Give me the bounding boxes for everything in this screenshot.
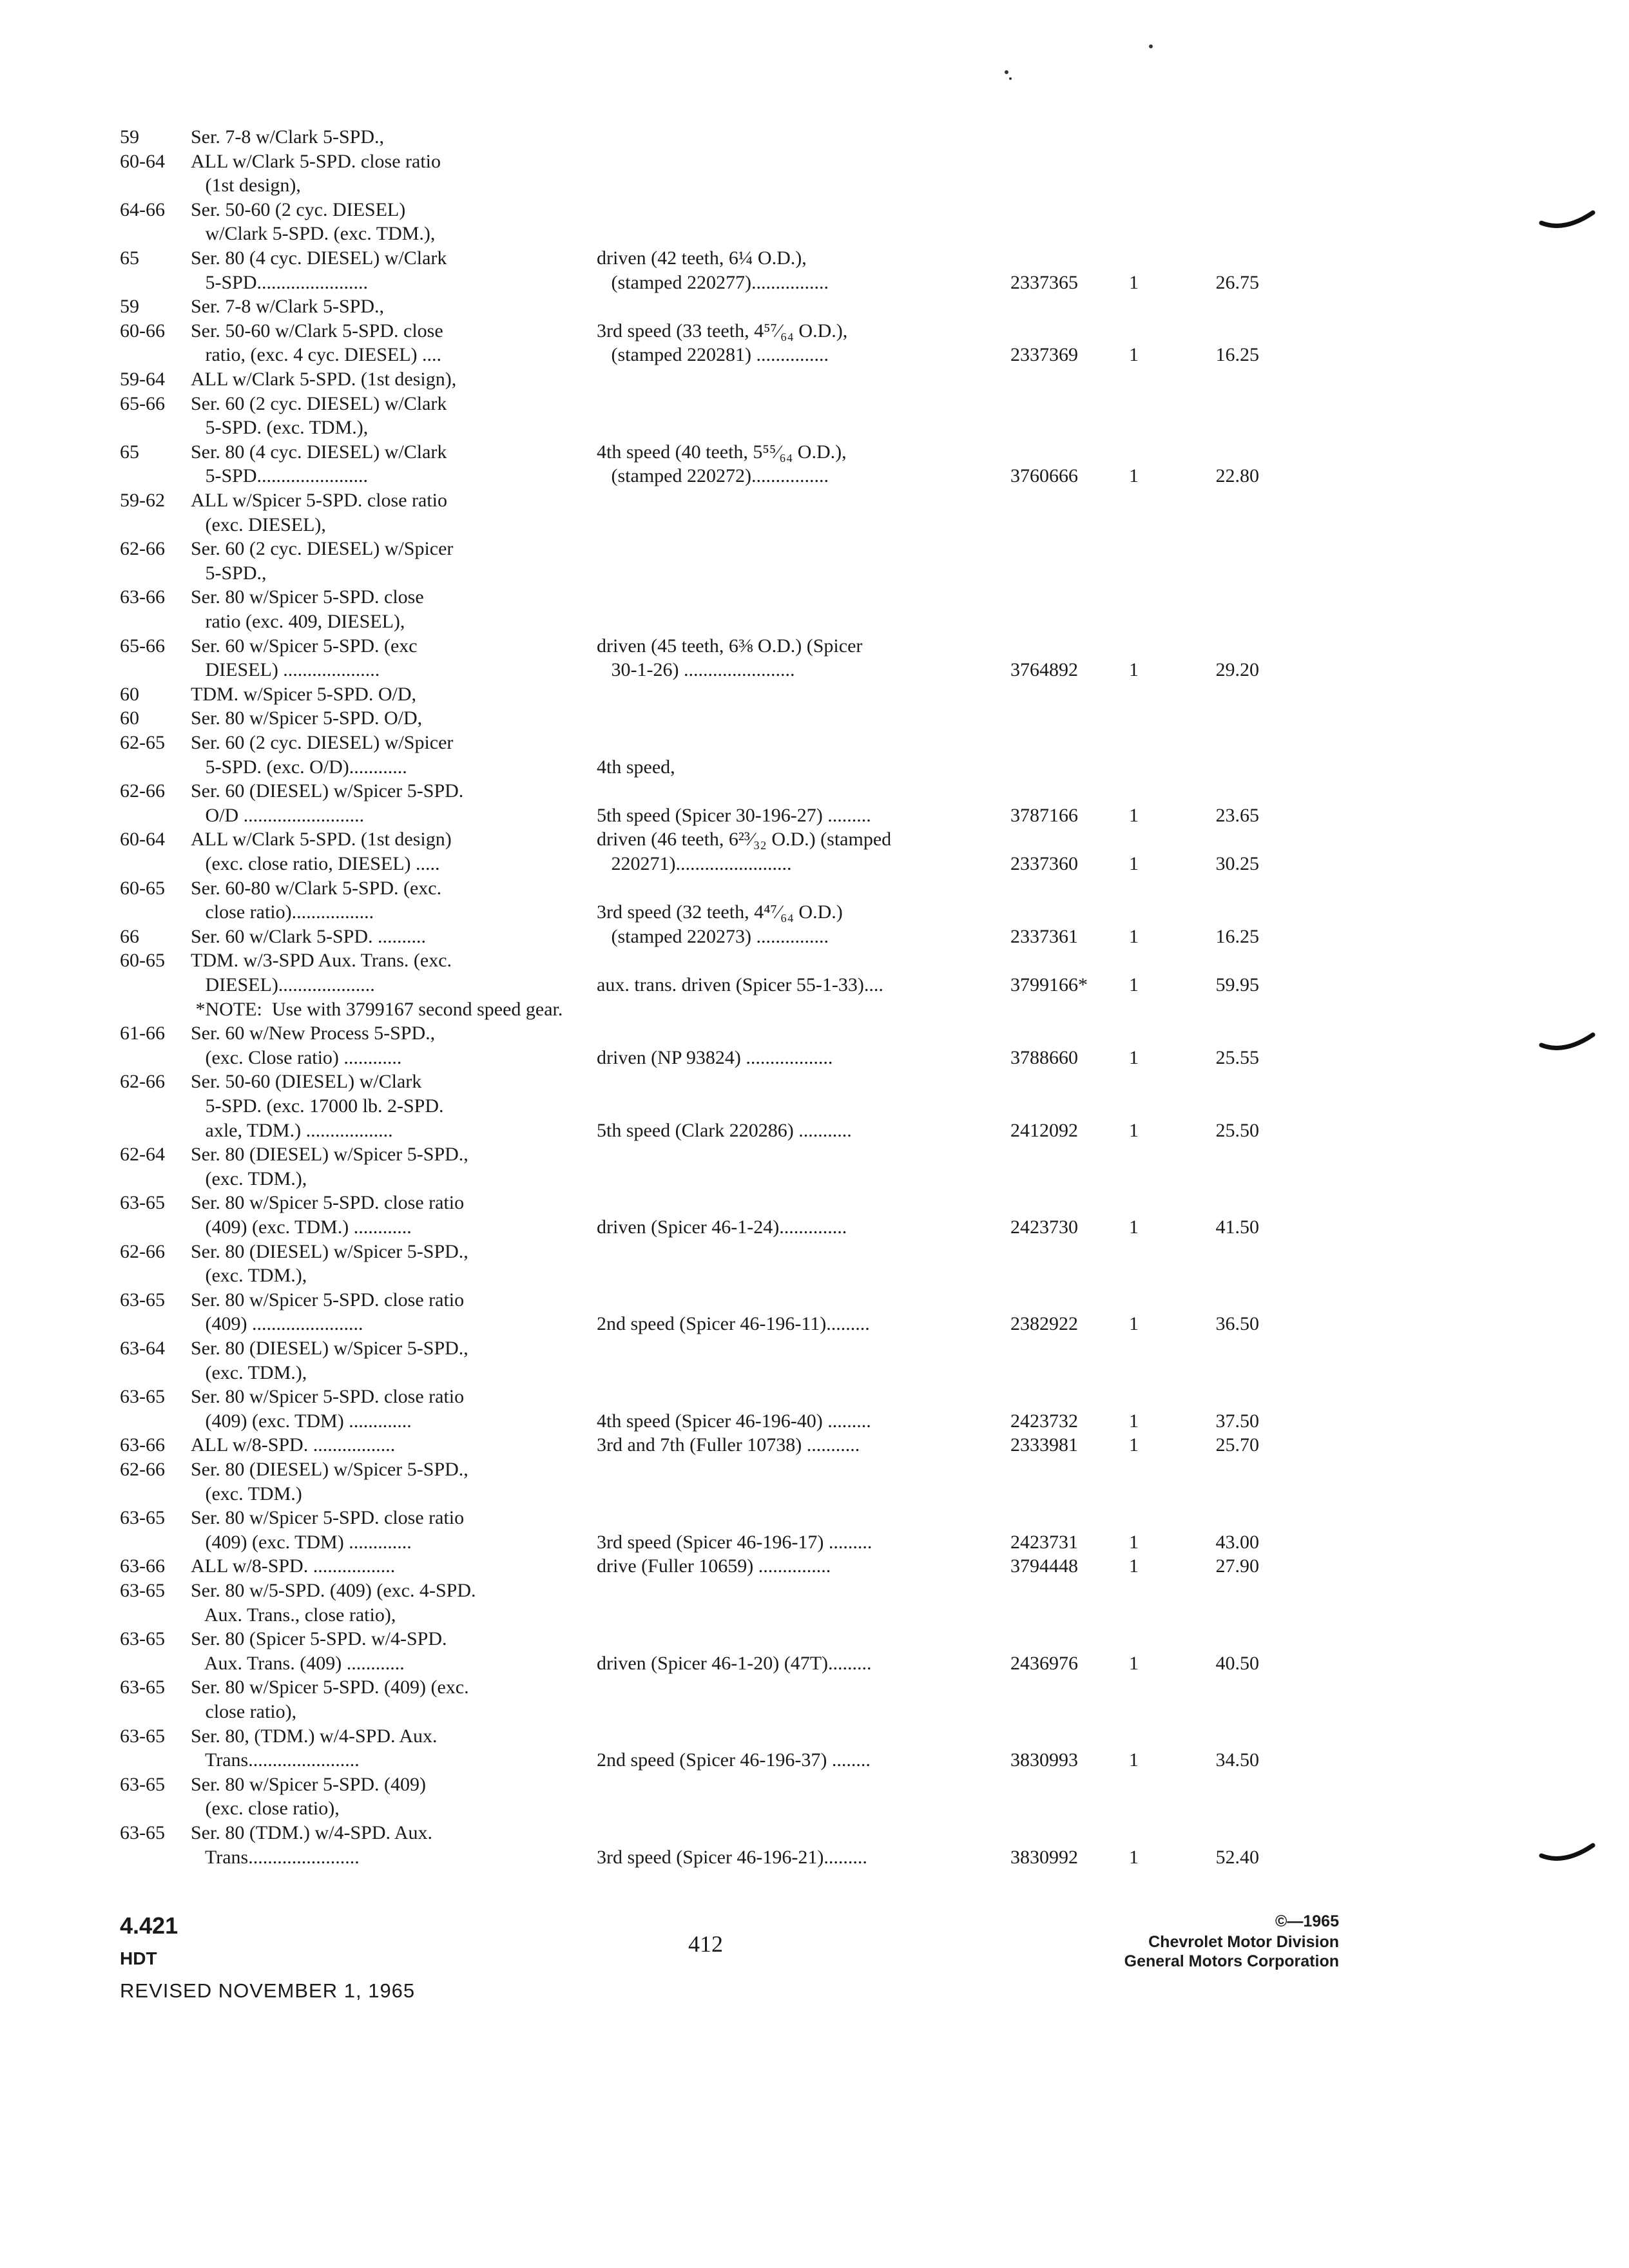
part-number: 2412092 bbox=[1010, 1120, 1078, 1141]
quantity: 1 bbox=[1129, 1555, 1139, 1577]
part-description: 5th speed (Spicer 30-196-27) ......... bbox=[597, 805, 871, 826]
application: Aux. Trans. (409) ............ bbox=[191, 1653, 405, 1674]
price: 25.70 bbox=[1215, 1434, 1259, 1456]
binding-mark bbox=[1539, 1027, 1597, 1059]
part-description: 220271)........................ bbox=[597, 853, 792, 874]
application: DIESEL).................... bbox=[191, 974, 375, 995]
model-years: 62-65 bbox=[120, 732, 165, 753]
model-years: 63-65 bbox=[120, 1507, 165, 1528]
price: 41.50 bbox=[1215, 1216, 1259, 1238]
application: O/D ......................... bbox=[191, 805, 365, 826]
application: DIESEL) .................... bbox=[191, 659, 380, 680]
price: 40.50 bbox=[1215, 1653, 1259, 1674]
price: 36.50 bbox=[1215, 1313, 1259, 1334]
application: (exc. close ratio, DIESEL) ..... bbox=[191, 853, 440, 874]
price: 23.65 bbox=[1215, 805, 1259, 826]
application: Ser. 60 w/Clark 5-SPD. .......... bbox=[191, 926, 427, 947]
application: Trans....................... bbox=[191, 1847, 360, 1868]
price: 59.95 bbox=[1215, 974, 1259, 995]
application: Ser. 60 w/Spicer 5-SPD. (exc bbox=[191, 635, 418, 657]
application: Ser. 60 (DIESEL) w/Spicer 5-SPD. bbox=[191, 780, 464, 802]
part-number: 2423730 bbox=[1010, 1216, 1078, 1238]
model-years: 63-65 bbox=[120, 1822, 165, 1843]
quantity: 1 bbox=[1129, 1847, 1139, 1868]
application: ALL w/8-SPD. ................. bbox=[191, 1434, 396, 1456]
application: Ser. 80 w/Spicer 5-SPD. (409) bbox=[191, 1774, 426, 1795]
application: (409) (exc. TDM) ............. bbox=[191, 1532, 412, 1553]
part-number: 2337365 bbox=[1010, 272, 1078, 293]
quantity: 1 bbox=[1129, 1216, 1139, 1238]
model-years: 63-65 bbox=[120, 1580, 165, 1601]
part-number: 3794448 bbox=[1010, 1555, 1078, 1577]
part-description: (stamped 220281) ............... bbox=[597, 344, 829, 365]
page-number: 412 bbox=[688, 1931, 723, 1957]
quantity: 1 bbox=[1129, 1047, 1139, 1068]
price: 29.20 bbox=[1215, 659, 1259, 680]
part-number: 2423732 bbox=[1010, 1410, 1078, 1432]
quantity: 1 bbox=[1129, 344, 1139, 365]
part-number: 2337361 bbox=[1010, 926, 1078, 947]
price: 30.25 bbox=[1215, 853, 1259, 874]
model-years: 59 bbox=[120, 296, 139, 317]
application: Ser. 80 (DIESEL) w/Spicer 5-SPD., bbox=[191, 1338, 468, 1359]
application: Ser. 80 w/Spicer 5-SPD. (409) (exc. bbox=[191, 1677, 469, 1698]
model-years: 63-65 bbox=[120, 1628, 165, 1649]
part-description: 3rd speed (32 teeth, 4⁴⁷⁄₆₄ O.D.) bbox=[597, 901, 843, 923]
model-years: 60-65 bbox=[120, 878, 165, 899]
division-name: Chevrolet Motor Division bbox=[1148, 1933, 1339, 1951]
part-description: (stamped 220273) ............... bbox=[597, 926, 829, 947]
part-description: driven (45 teeth, 6⅜ O.D.) (Spicer bbox=[597, 635, 863, 657]
part-number: 3830992 bbox=[1010, 1847, 1078, 1868]
model-years: 66 bbox=[120, 926, 139, 947]
part-description: aux. trans. driven (Spicer 55-1-33).... bbox=[597, 974, 883, 995]
application: (exc. TDM.), bbox=[191, 1265, 307, 1286]
model-years: 59 bbox=[120, 126, 139, 148]
part-number: 3830993 bbox=[1010, 1749, 1078, 1771]
application: (1st design), bbox=[191, 175, 301, 196]
quantity: 1 bbox=[1129, 465, 1139, 486]
revision-date: REVISED NOVEMBER 1, 1965 bbox=[120, 1979, 416, 2002]
application: 5-SPD....................... bbox=[191, 465, 369, 486]
part-description: (stamped 220272)................ bbox=[597, 465, 829, 486]
application: Ser. 60 (2 cyc. DIESEL) w/Spicer bbox=[191, 732, 454, 753]
application: (exc. TDM.), bbox=[191, 1362, 307, 1383]
model-years: 63-65 bbox=[120, 1774, 165, 1795]
quantity: 1 bbox=[1129, 1653, 1139, 1674]
model-years: 60-64 bbox=[120, 151, 165, 172]
application: (exc. DIESEL), bbox=[191, 514, 326, 535]
application: Ser. 80 (DIESEL) w/Spicer 5-SPD., bbox=[191, 1241, 468, 1262]
part-description: driven (Spicer 46-1-24).............. bbox=[597, 1216, 847, 1238]
application: Ser. 60 (2 cyc. DIESEL) w/Spicer bbox=[191, 538, 454, 559]
model-years: 59-62 bbox=[120, 490, 165, 511]
quantity: 1 bbox=[1129, 974, 1139, 995]
application: TDM. w/Spicer 5-SPD. O/D, bbox=[191, 684, 416, 705]
application: 5-SPD. (exc. TDM.), bbox=[191, 417, 369, 438]
binding-mark bbox=[1539, 1838, 1597, 1870]
application: Ser. 80 (TDM.) w/4-SPD. Aux. bbox=[191, 1822, 433, 1843]
part-number: 3788660 bbox=[1010, 1047, 1078, 1068]
application: Ser. 80 w/Spicer 5-SPD. close bbox=[191, 586, 424, 608]
application: (409) (exc. TDM.) ............ bbox=[191, 1216, 412, 1238]
part-number: 3764892 bbox=[1010, 659, 1078, 680]
application: 5-SPD. (exc. 17000 lb. 2-SPD. bbox=[191, 1095, 444, 1117]
application: Ser. 7-8 w/Clark 5-SPD., bbox=[191, 296, 384, 317]
application: Ser. 80 (DIESEL) w/Spicer 5-SPD., bbox=[191, 1459, 468, 1480]
quantity: 1 bbox=[1129, 272, 1139, 293]
price: 34.50 bbox=[1215, 1749, 1259, 1771]
application: Aux. Trans., close ratio), bbox=[191, 1604, 396, 1626]
application: Ser. 50-60 (2 cyc. DIESEL) bbox=[191, 199, 406, 220]
quantity: 1 bbox=[1129, 1434, 1139, 1456]
application: Ser. 80 w/Spicer 5-SPD. close ratio bbox=[191, 1192, 465, 1213]
model-years: 65-66 bbox=[120, 635, 165, 657]
model-years: 63-65 bbox=[120, 1192, 165, 1213]
application: ALL w/Spicer 5-SPD. close ratio bbox=[191, 490, 447, 511]
application: 5-SPD., bbox=[191, 562, 267, 584]
part-number: 2333981 bbox=[1010, 1434, 1078, 1456]
application: ALL w/Clark 5-SPD. close ratio bbox=[191, 151, 441, 172]
part-description: 4th speed, bbox=[597, 756, 675, 778]
price: 25.50 bbox=[1215, 1120, 1259, 1141]
application: (409) ....................... bbox=[191, 1313, 363, 1334]
application: ALL w/Clark 5-SPD. (1st design), bbox=[191, 369, 457, 390]
application: Ser. 80 (DIESEL) w/Spicer 5-SPD., bbox=[191, 1144, 468, 1165]
application: ratio, (exc. 4 cyc. DIESEL) .... bbox=[191, 344, 442, 365]
model-years: 62-66 bbox=[120, 538, 165, 559]
model-years: 59-64 bbox=[120, 369, 165, 390]
application: 5-SPD. (exc. O/D)............ bbox=[191, 756, 407, 778]
price: 43.00 bbox=[1215, 1532, 1259, 1553]
application: (exc. TDM.), bbox=[191, 1168, 307, 1189]
price: 16.25 bbox=[1215, 344, 1259, 365]
model-years: 60-66 bbox=[120, 320, 165, 341]
model-years: 62-66 bbox=[120, 780, 165, 802]
corporation-name: General Motors Corporation bbox=[1124, 1952, 1339, 1970]
model-years: 63-66 bbox=[120, 586, 165, 608]
application: close ratio), bbox=[191, 1701, 297, 1722]
model-years: 65 bbox=[120, 247, 139, 269]
quantity: 1 bbox=[1129, 1410, 1139, 1432]
quantity: 1 bbox=[1129, 926, 1139, 947]
application: ALL w/8-SPD. ................. bbox=[191, 1555, 396, 1577]
application: Ser. 60 w/New Process 5-SPD., bbox=[191, 1023, 436, 1044]
model-years: 63-66 bbox=[120, 1434, 165, 1456]
model-years: 63-65 bbox=[120, 1725, 165, 1747]
application: axle, TDM.) .................. bbox=[191, 1120, 393, 1141]
model-years: 62-66 bbox=[120, 1241, 165, 1262]
price: 16.25 bbox=[1215, 926, 1259, 947]
application: Ser. 80 w/Spicer 5-SPD. close ratio bbox=[191, 1386, 465, 1407]
model-years: 60-64 bbox=[120, 829, 165, 850]
application: Ser. 80 (4 cyc. DIESEL) w/Clark bbox=[191, 441, 447, 463]
part-description: 2nd speed (Spicer 46-196-11)......... bbox=[597, 1313, 870, 1334]
copyright: ©—1965 bbox=[1275, 1912, 1339, 1930]
application: Ser. 80 w/Spicer 5-SPD. O/D, bbox=[191, 707, 423, 729]
part-description: driven (46 teeth, 6²³⁄₃₂ O.D.) (stamped bbox=[597, 829, 892, 850]
application: (409) (exc. TDM) ............. bbox=[191, 1410, 412, 1432]
price: 52.40 bbox=[1215, 1847, 1259, 1868]
part-number: 3760666 bbox=[1010, 465, 1078, 486]
price: 26.75 bbox=[1215, 272, 1259, 293]
part-description: 3rd and 7th (Fuller 10738) ........... bbox=[597, 1434, 860, 1456]
application: (exc. TDM.) bbox=[191, 1483, 302, 1504]
model-years: 65-66 bbox=[120, 393, 165, 414]
quantity: 1 bbox=[1129, 1313, 1139, 1334]
part-number: 2382922 bbox=[1010, 1313, 1078, 1334]
model-years: 63-65 bbox=[120, 1677, 165, 1698]
model-years: 62-66 bbox=[120, 1459, 165, 1480]
part-number: 2436976 bbox=[1010, 1653, 1078, 1674]
part-description: 30-1-26) ....................... bbox=[597, 659, 795, 680]
application: 5-SPD....................... bbox=[191, 272, 369, 293]
application: Ser. 80, (TDM.) w/4-SPD. Aux. bbox=[191, 1725, 438, 1747]
price: 27.90 bbox=[1215, 1555, 1259, 1577]
price: 25.55 bbox=[1215, 1047, 1259, 1068]
price: 37.50 bbox=[1215, 1410, 1259, 1432]
quantity: 1 bbox=[1129, 853, 1139, 874]
part-number: 3787166 bbox=[1010, 805, 1078, 826]
part-description: (stamped 220277)................ bbox=[597, 272, 829, 293]
application: ratio (exc. 409, DIESEL), bbox=[191, 611, 405, 632]
part-description: driven (Spicer 46-1-20) (47T)......... bbox=[597, 1653, 872, 1674]
part-description: 3rd speed (Spicer 46-196-17) ......... bbox=[597, 1532, 872, 1553]
application: *NOTE: Use with 3799167 second speed gear. bbox=[191, 999, 563, 1020]
quantity: 1 bbox=[1129, 1749, 1139, 1771]
model-years: 60 bbox=[120, 684, 139, 705]
model-years: 62-66 bbox=[120, 1071, 165, 1092]
application: Ser. 80 w/5-SPD. (409) (exc. 4-SPD. bbox=[191, 1580, 476, 1601]
model-years: 63-64 bbox=[120, 1338, 165, 1359]
price: 22.80 bbox=[1215, 465, 1259, 486]
part-description: driven (NP 93824) .................. bbox=[597, 1047, 833, 1068]
application: Ser. 60 (2 cyc. DIESEL) w/Clark bbox=[191, 393, 447, 414]
application: Ser. 80 (4 cyc. DIESEL) w/Clark bbox=[191, 247, 447, 269]
quantity: 1 bbox=[1129, 805, 1139, 826]
part-description: 4th speed (Spicer 46-196-40) ......... bbox=[597, 1410, 871, 1432]
application: (exc. Close ratio) ............ bbox=[191, 1047, 402, 1068]
quantity: 1 bbox=[1129, 1532, 1139, 1553]
specks bbox=[992, 39, 1173, 90]
application: Ser. 80 w/Spicer 5-SPD. close ratio bbox=[191, 1507, 465, 1528]
application: Ser. 50-60 w/Clark 5-SPD. close bbox=[191, 320, 443, 341]
part-description: 3rd speed (Spicer 46-196-21)......... bbox=[597, 1847, 867, 1868]
application: Ser. 80 (Spicer 5-SPD. w/4-SPD. bbox=[191, 1628, 447, 1649]
quantity: 1 bbox=[1129, 1120, 1139, 1141]
application: TDM. w/3-SPD Aux. Trans. (exc. bbox=[191, 950, 452, 971]
part-number: 2337360 bbox=[1010, 853, 1078, 874]
model-years: 60 bbox=[120, 707, 139, 729]
model-years: 63-65 bbox=[120, 1289, 165, 1311]
part-number: 2337369 bbox=[1010, 344, 1078, 365]
part-description: 4th speed (40 teeth, 5⁵⁵⁄₆₄ O.D.), bbox=[597, 441, 847, 463]
application: w/Clark 5-SPD. (exc. TDM.), bbox=[191, 223, 436, 244]
part-description: 3rd speed (33 teeth, 4⁵⁷⁄₆₄ O.D.), bbox=[597, 320, 848, 341]
model-years: 62-64 bbox=[120, 1144, 165, 1165]
part-number: 2423731 bbox=[1010, 1532, 1078, 1553]
part-number: 3799166* bbox=[1010, 974, 1088, 995]
application: Ser. 60-80 w/Clark 5-SPD. (exc. bbox=[191, 878, 442, 899]
part-description: 2nd speed (Spicer 46-196-37) ........ bbox=[597, 1749, 871, 1771]
model-years: 63-65 bbox=[120, 1386, 165, 1407]
application: Trans....................... bbox=[191, 1749, 360, 1771]
binding-mark bbox=[1539, 205, 1597, 237]
model-years: 65 bbox=[120, 441, 139, 463]
model-years: 61-66 bbox=[120, 1023, 165, 1044]
section-number: 4.421 bbox=[120, 1912, 178, 1939]
part-description: 5th speed (Clark 220286) ........... bbox=[597, 1120, 852, 1141]
group-code: HDT bbox=[120, 1948, 157, 1968]
application: Ser. 7-8 w/Clark 5-SPD., bbox=[191, 126, 384, 148]
model-years: 64-66 bbox=[120, 199, 165, 220]
application: ALL w/Clark 5-SPD. (1st design) bbox=[191, 829, 452, 850]
application: (exc. close ratio), bbox=[191, 1798, 340, 1819]
model-years: 60-65 bbox=[120, 950, 165, 971]
application: Ser. 50-60 (DIESEL) w/Clark bbox=[191, 1071, 422, 1092]
application: close ratio)................. bbox=[191, 901, 374, 923]
model-years: 63-66 bbox=[120, 1555, 165, 1577]
part-description: drive (Fuller 10659) ............... bbox=[597, 1555, 831, 1577]
application: Ser. 80 w/Spicer 5-SPD. close ratio bbox=[191, 1289, 465, 1311]
quantity: 1 bbox=[1129, 659, 1139, 680]
part-description: driven (42 teeth, 6¼ O.D.), bbox=[597, 247, 807, 269]
